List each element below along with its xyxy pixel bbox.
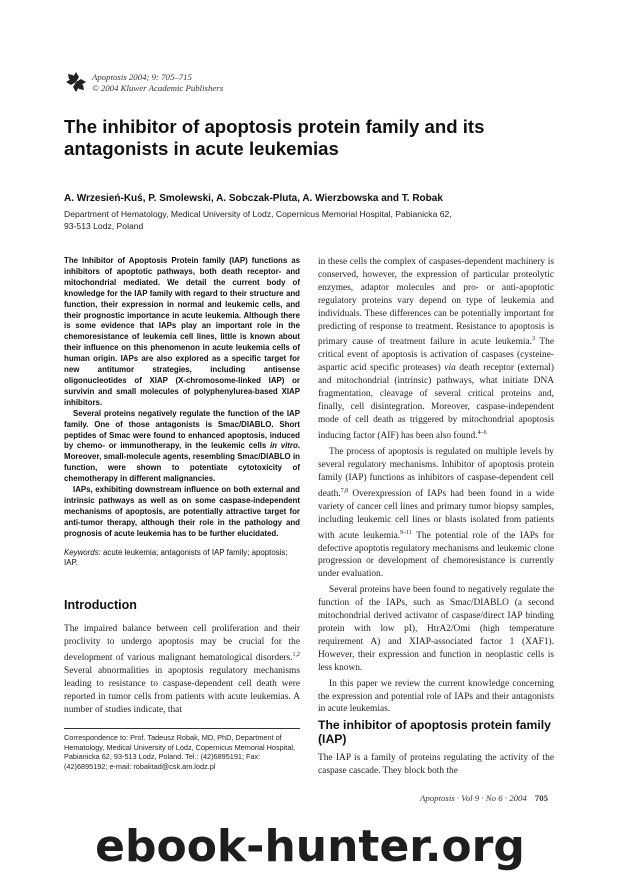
abstract-paragraph-1: The Inhibitor of Apoptosis Protein family (IAP) functions as inhibitors of apoptotic pathways, both death receptor- and mitochondrial mediated. We detail the current body of knowledge for the IAP family with regard to their structure and function, their expression in normal and leukemic cells, and their prognostic importance in acute leukemia. Although there is some evidence that IAPs play an important role in the chemoresistance of leukemia cell lines, little is known about their influence on this phenomenon in acute leukemia cells of human origin. IAPs are also explored as a specific target for new antitumor strategies, including antisense oligonucleotides of XIAP (X-chromosome-linked IAP) or survivin and small molecules of polyphenylurea-based XIAP inhibitors.: [64, 256, 300, 407]
rp2-text-c: The potential role of the IAPs for defective apoptotis regulatory mechanisms and leukemic clone progression or development of chemoresistance is currently under evaluation.: [318, 530, 554, 580]
right-paragraph-1: [318, 256, 554, 443]
keywords-label: Keywords:: [64, 547, 101, 557]
footnote-divider: [64, 728, 300, 729]
footer-page-number: 705: [534, 793, 548, 803]
right-paragraph-3: Several proteins have been found to negatively regulate the function of the IAPs, such as Smac/DIABLO (a second mitochondrial derived activator of caspase/direct IAP binding protein with low pI), HtrA2/Omi (high temperature requirement A) and XIAP-associated factor 1 (XAF1). However, their expression and function in neoplastic cells is less known.: [318, 585, 554, 673]
correspondence-footnote: Correspondence to: Prof. Tadeusz Robak, MD, PhD, Department of Hematology, Medical University of Lodz, Copernicus Memorial Hospital, Pabianicka 62, 93-513 Lodz, Poland. Tel.: (42)6895191; Fax: (42)6895192; e-mail: robaktad@csk.am.lodz.pl: [64, 733, 296, 772]
journal-copyright: © 2004 Kluwer Academic Publishers: [92, 83, 224, 93]
footer-journal-issue: Apoptosis · Vol 9 · No 6 · 2004: [420, 793, 527, 803]
page-footer: [420, 793, 548, 803]
journal-citation: Apoptosis 2004; 9: 705–715: [92, 72, 192, 82]
rp1-ref-1: 3: [532, 336, 535, 343]
keywords: [64, 548, 300, 570]
author-list: A. Wrzesień-Kuś, P. Smolewski, A. Sobczak-Pluta, A. Wierzbowska and T. Robak: [64, 193, 443, 204]
rp2-text-b: Overexpression of IAPs had been found in a wide variety of cancer cell lines and primary tumor biopsy samples, including leukemic cell lines or blasts isolated from patients with acute leukemia.: [318, 488, 554, 541]
abstract-p2-text-a: Several proteins negatively regulate the function of the IAP family. One of those antagonists is Smac/DIABLO. Short peptides of Smac were found to enhanced apoptosis, induced by chemo- or immunotherapy, in the leukemic cells: [64, 408, 300, 451]
intro-ref-1: 1,2: [292, 651, 300, 658]
abstract-paragraph-2: [64, 409, 300, 485]
abstract: [64, 256, 300, 569]
intro-text-b: Several abnormalities in apoptosis regulatory mechanisms leading to resistance to caspase-dependent cell death were reported in tumor cells from patients with acute leukemias. A number of studies indicate, that: [64, 665, 300, 715]
article-title: The inhibitor of apoptosis protein family and its antagonists in acute leukemias: [64, 116, 485, 159]
watermark-overlay: [0, 815, 620, 875]
rp2-ref-1: 7,8: [340, 487, 349, 494]
rp2-ref-2: 9–11: [400, 529, 412, 536]
author-affiliation: Department of Hematology, Medical University of Lodz, Copernicus Memorial Hospital, Pabianicka 62, 93-513 Lodz, Poland: [64, 209, 452, 231]
abstract-paragraph-3: IAPs, exhibiting downstream influence on both external and intrinsic pathways as well as on some caspase-independent mechanisms of apoptosis, are potentially attractive target for anti-tumor therapy, although their role in the pathology and prognosis of acute leukemia has to be further elucidated.: [64, 485, 300, 538]
right-paragraph-4: In this paper we review the current knowledge concerning the expression and potential role of IAPs and their antagonists in acute leukemias.: [318, 678, 554, 715]
rp1-ref-2: 4–6: [477, 429, 487, 436]
rp1-text-b: The critical event of apoptosis is activation of caspases (cysteine-aspartic acid specific proteases): [318, 337, 554, 374]
rp1-text-a: in these cells the complex of caspases-dependent machinery is conserved, however, the expression of particular proteolytic enzymes, adaptor molecules and pro- or anti-apoptotic regulatory proteins vary depend on type of leukemia and individuals. These differences can be potentially important for predicting of response to treatment. Resistance to apoptosis is primary cause of treatment failure in acute leukemia.: [318, 257, 554, 348]
publisher-logo-icon: [65, 71, 87, 93]
journal-citation-header: [92, 72, 223, 94]
rp2-text-a: The process of apoptosis is regulated on multiple levels by several regulatory mechanisms. Inhibitor of apoptosis protein family (IAP) functions as inhibitors of caspase-dependent cell death.: [318, 446, 554, 499]
iap-section-paragraph: The IAP is a family of proteins regulating the activity of the caspase cascade. They block both the: [318, 753, 554, 776]
watermark-text: ebook-hunter.org: [95, 821, 525, 872]
introduction-paragraph: [64, 623, 300, 716]
rp1-text-c: death receptor (external) and mitochondrial (intrinsic) pathways, what initiate DNA fragmentation, cleavage of several critical proteins and, finally, cell disintegration. Moreover, caspase-independent mode of cell death as triggered by mitochondrial apoptosis inducing factor (AIF) has been also found.: [318, 363, 554, 442]
intro-text-a: The impaired balance between cell proliferation and their proclivity to undergo apoptosis may be crucial for the development of various malignant hematological disorders.: [64, 624, 300, 663]
rp1-via: via: [444, 363, 456, 374]
iap-section-heading: The inhibitor of apoptosis protein family (IAP): [318, 718, 551, 746]
body-right-column: [318, 256, 554, 716]
keywords-list: acute leukemia; antagonists of IAP family; apoptosis; IAP.: [64, 547, 288, 568]
right-paragraph-2: [318, 446, 554, 581]
introduction-heading: Introduction: [64, 598, 137, 612]
abstract-p2-italic: in vitro: [269, 441, 298, 451]
abstract-p2-text-b: . Moreover, small-molecule agents, resembling Smac/DIABLO in function, were shown to potentiate cytotoxicity of chemotherapy in different malignancies.: [64, 441, 300, 484]
